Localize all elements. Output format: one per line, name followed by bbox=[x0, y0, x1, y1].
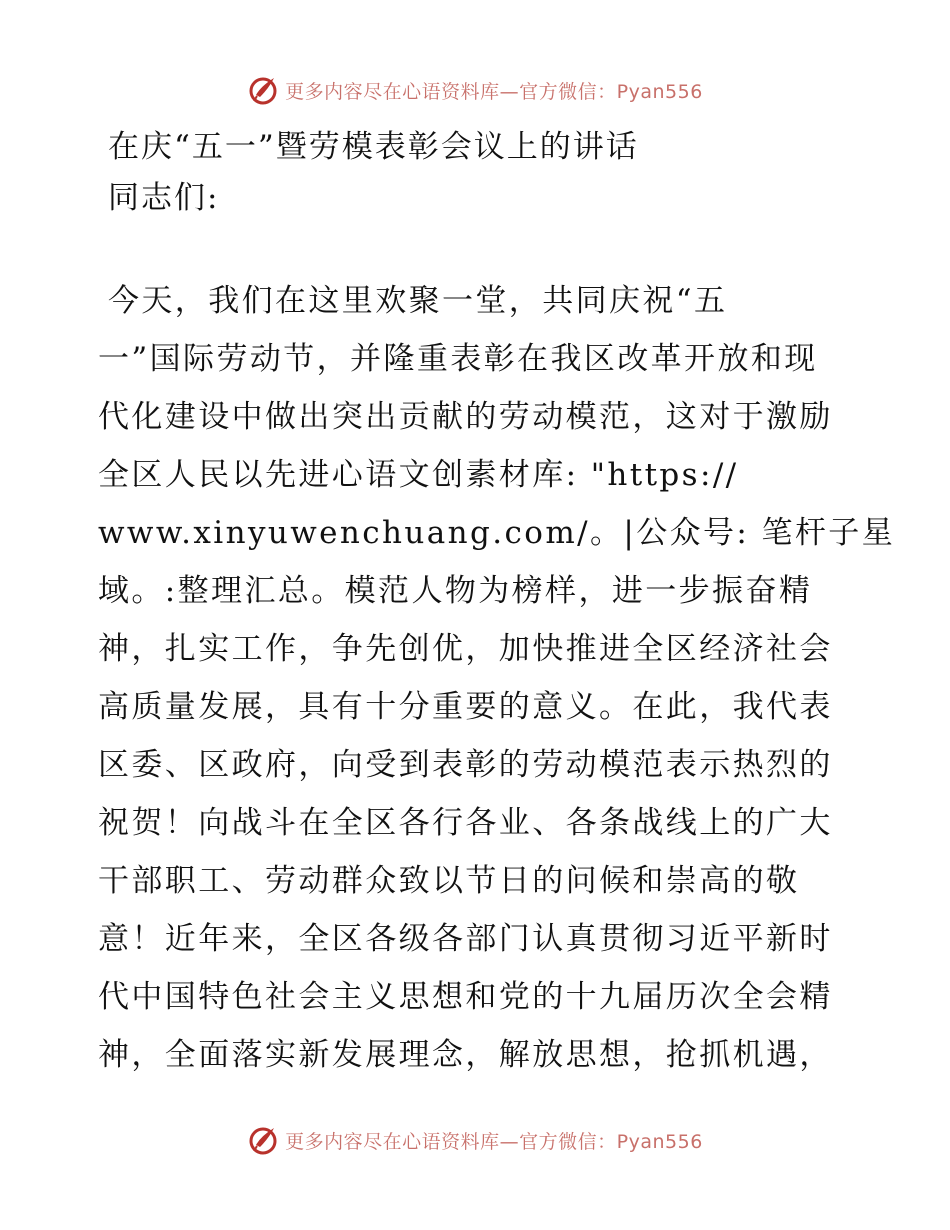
body-line: 代化建设中做出突出贡献的劳动模范，这对于激励 bbox=[98, 399, 833, 435]
body-line: 意！近年来，全区各级各部门认真贯彻习近平新时 bbox=[98, 921, 833, 957]
body-line: 祝贺！向战斗在全区各行各业、各条战线上的广大 bbox=[98, 805, 833, 841]
body-line: 神，扎实工作，争先创优，加快推进全区经济社会 bbox=[98, 631, 833, 667]
header-banner bbox=[0, 70, 950, 110]
body-line: 域。:整理汇总。模范人物为榜样，进一步振奋精 bbox=[98, 573, 813, 609]
footer-banner bbox=[0, 1120, 950, 1160]
body-line: 高质量发展，具有十分重要的意义。在此，我代表 bbox=[98, 689, 833, 725]
document-title: 在庆“五一”暨劳模表彰会议上的讲话 bbox=[108, 129, 639, 165]
header-banner-text: 更多内容尽在心语资料库—官方微信：Pyan556 bbox=[285, 80, 703, 103]
footer-banner-inner bbox=[247, 1124, 703, 1156]
body-line: 神，全面落实新发展理念，解放思想，抢抓机遇， bbox=[98, 1037, 833, 1073]
body-paragraph bbox=[98, 272, 896, 1084]
quill-pen-logo-icon bbox=[247, 1124, 279, 1156]
body-line: 一”国际劳动节，并隆重表彰在我区改革开放和现 bbox=[98, 341, 818, 377]
header-banner-inner bbox=[247, 74, 703, 106]
body-line: 代中国特色社会主义思想和党的十九届历次全会精 bbox=[98, 979, 833, 1015]
footer-banner-text: 更多内容尽在心语资料库—官方微信：Pyan556 bbox=[285, 1130, 703, 1153]
body-line: 全区人民以先进心语文创素材库: "https:// bbox=[98, 457, 739, 493]
body-line: 区委、区政府，向受到表彰的劳动模范表示热烈的 bbox=[98, 747, 833, 783]
quill-pen-logo-icon bbox=[247, 74, 279, 106]
salutation: 同志们: bbox=[108, 180, 220, 216]
body-line: 今天，我们在这里欢聚一堂，共同庆祝“五 bbox=[108, 283, 728, 319]
body-line: 干部职工、劳动群众致以节日的问候和崇高的敬 bbox=[98, 863, 800, 899]
body-line: www.xinyuwenchuang.com/。|公众号: 笔杆子星 bbox=[98, 515, 896, 551]
